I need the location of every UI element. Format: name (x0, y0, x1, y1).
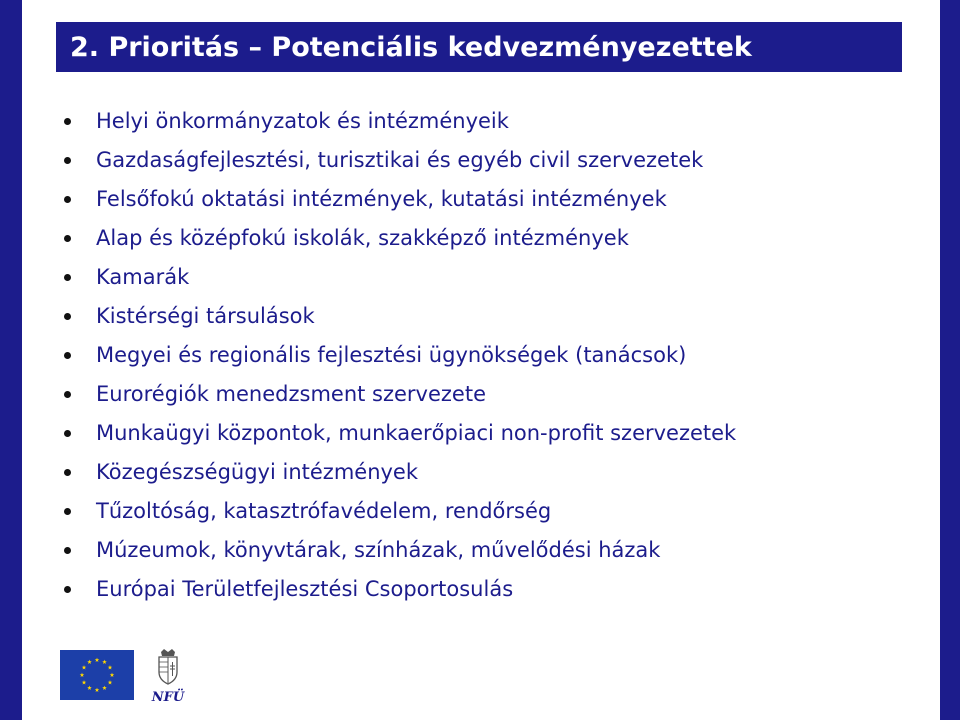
list-item-text: Megyei és regionális fejlesztési ügynökségek (tanácsok) (96, 343, 687, 367)
list-item-text: Európai Területfejlesztési Csoportosulás (96, 577, 514, 601)
list-item (62, 260, 736, 299)
list-item (62, 533, 736, 572)
bullet-icon (64, 274, 71, 281)
list-item (62, 494, 736, 533)
beneficiary-list (62, 104, 736, 611)
list-item (62, 221, 736, 260)
list-item-text: Múzeumok, könyvtárak, színházak, művelődési házak (96, 538, 661, 562)
bullet-icon (64, 235, 71, 242)
bullet-icon (64, 157, 71, 164)
list-item-text: Eurorégiók menedzsment szervezete (96, 382, 486, 406)
left-decor-bar (0, 0, 22, 720)
title-bar (56, 22, 902, 72)
bullet-icon (64, 118, 71, 125)
list-item-text: Kistérségi társulások (96, 304, 315, 328)
list-item-text: Közegészségügyi intézmények (96, 460, 419, 484)
nfu-logo (146, 648, 190, 706)
list-item (62, 455, 736, 494)
list-item (62, 182, 736, 221)
bullet-icon (64, 469, 71, 476)
list-item-text: Felsőfokú oktatási intézmények, kutatási intézmények (96, 187, 667, 211)
list-item-text: Kamarák (96, 265, 190, 289)
bullet-icon (64, 430, 71, 437)
list-item-text: Tűzoltóság, katasztrófavédelem, rendőrség (96, 499, 552, 523)
right-decor-bar (940, 0, 960, 720)
list-item-text: Alap és középfokú iskolák, szakképző intézmények (96, 226, 629, 250)
slide-title: 2. Prioritás – Potenciális kedvezményezettek (70, 31, 752, 63)
bullet-icon (64, 508, 71, 515)
list-item (62, 143, 736, 182)
bullet-icon (64, 391, 71, 398)
list-item (62, 416, 736, 455)
bullet-icon (64, 196, 71, 203)
list-item (62, 104, 736, 143)
nfu-logo-text: NFÜ (151, 690, 185, 705)
list-item (62, 572, 736, 611)
list-item (62, 338, 736, 377)
list-item-text: Gazdaságfejlesztési, turisztikai és egyéb civil szervezetek (96, 148, 704, 172)
bullet-icon (64, 586, 71, 593)
bullet-icon (64, 313, 71, 320)
list-item-text: Munkaügyi központok, munkaerőpiaci non-profit szervezetek (96, 421, 737, 445)
list-item-text: Helyi önkormányzatok és intézményeik (96, 109, 509, 133)
eu-flag-icon (60, 650, 134, 700)
list-item (62, 299, 736, 338)
list-item (62, 377, 736, 416)
bullet-icon (64, 547, 71, 554)
bullet-icon (64, 352, 71, 359)
